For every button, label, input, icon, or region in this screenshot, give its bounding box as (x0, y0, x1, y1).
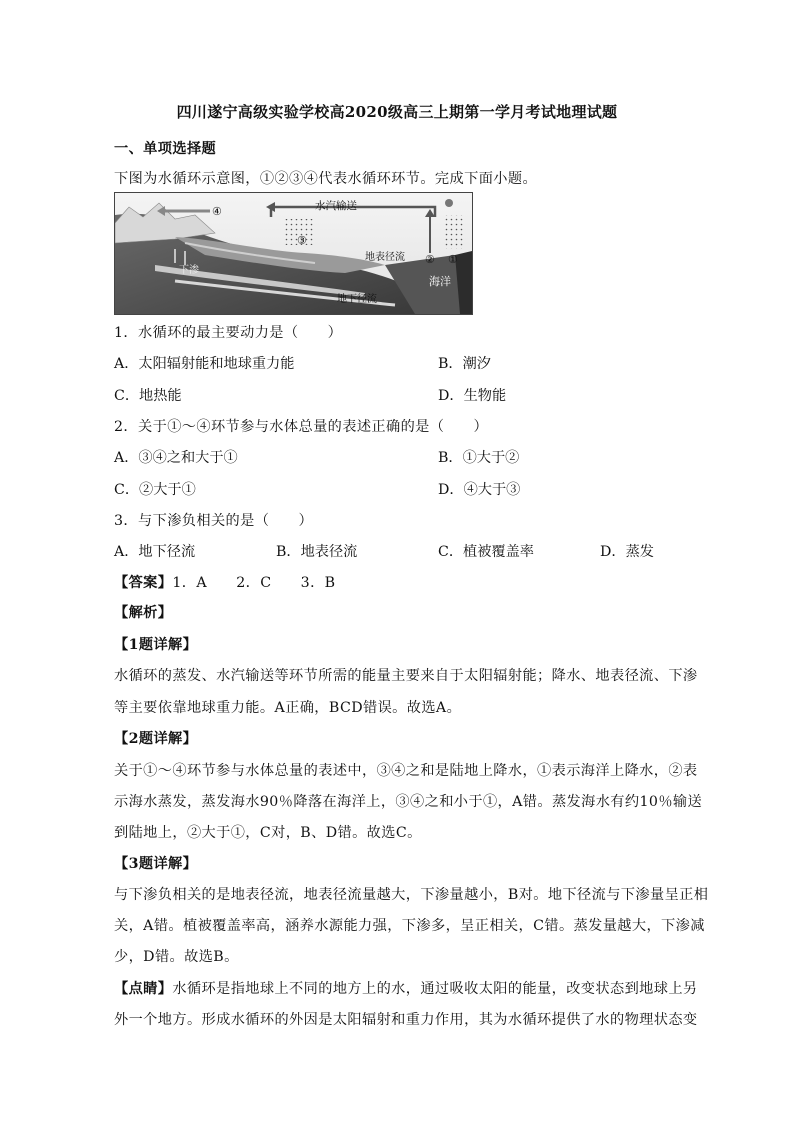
page-title: 四川遂宁高级实验学校高2020级高三上期第一学月考试地理试题 (176, 103, 618, 121)
note-text-1: 水循环是指地球上不同的地方上的水，通过吸收太阳的能量，改变状态到地球上另 (172, 981, 698, 997)
note-label: 【点睛】 (114, 981, 173, 997)
question-3-stem: 3．与下渗负相关的是（ ） (114, 513, 314, 529)
label-ocean: 海洋 (429, 275, 451, 288)
analysis-label: 【解析】 (114, 605, 173, 621)
detail-2-line-2: 示海水蒸发，蒸发海水90％降落在海洋上，③④之和小于①，A错。蒸发海水有约10％输送 (114, 794, 703, 810)
answer-text: 1．A 2．C 3．B (172, 575, 336, 591)
note-line-2: 外一个地方。形成水循环的外因是太阳辐射和重力作用，其为水循环提供了水的物理状态变 (114, 1012, 698, 1028)
question-1-option-d: D．生物能 (438, 388, 507, 404)
question-2-option-c: C．②大于① (114, 482, 196, 498)
question-2-option-a: A．③④之和大于① (114, 450, 238, 466)
label-vapor-transport: 水汽输送 (315, 200, 357, 212)
detail-1-line-2: 等主要依靠地球重力能。A正确，BCD错误。故选A。 (114, 700, 462, 716)
question-intro: 下图为水循环示意图，①②③④代表水循环环节。完成下面小题。 (114, 171, 538, 187)
answer-line (114, 572, 335, 592)
question-1-stem: 1．水循环的最主要动力是（ ） (114, 325, 343, 341)
question-3-option-d: D．蒸发 (600, 544, 654, 560)
detail-2-line-3: 到陆地上，②大于①，C对，B、D错。故选C。 (114, 825, 422, 841)
detail-3-label: 【3题详解】 (114, 856, 198, 872)
label-surface-runoff: 地表径流 (365, 252, 405, 263)
question-1-option-a: A．太阳辐射能和地球重力能 (114, 356, 295, 372)
question-2-stem: 2．关于①～④环节参与水体总量的表述正确的是（ ） (114, 419, 489, 435)
label-circle-2: ② (425, 253, 435, 266)
detail-3-line-2: 关，A错。植被覆盖率高，涵养水源能力强，下渗多，呈正相关，C错。蒸发量越大，下渗减 (114, 918, 705, 934)
answer-label: 【答案】 (114, 575, 173, 591)
label-circle-1: ① (448, 253, 458, 266)
label-circle-4: ④ (212, 205, 222, 218)
detail-1-label: 【1题详解】 (114, 637, 198, 653)
detail-3-line-3: 少，D错。故选B。 (114, 949, 239, 965)
question-3-option-c: C．植被覆盖率 (438, 544, 534, 560)
detail-1-line-1: 水循环的蒸发、水汽输送等环节所需的能量主要来自于太阳辐射能；降水、地表径流、下渗 (114, 668, 698, 684)
water-cycle-diagram (115, 193, 472, 314)
question-1-option-b: B．潮汐 (438, 356, 491, 372)
question-1-option-c: C．地热能 (114, 388, 182, 404)
question-2-option-b: B．①大于② (438, 450, 520, 466)
question-3-option-b: B．地表径流 (276, 544, 358, 560)
question-2-option-d: D．④大于③ (438, 482, 521, 498)
label-infiltration: 下渗 (179, 265, 199, 276)
note-line-1 (114, 978, 698, 998)
detail-2-label: 【2题详解】 (114, 731, 198, 747)
label-circle-3: ③ (297, 234, 307, 247)
question-3-option-a: A．地下径流 (114, 544, 196, 560)
detail-3-line-1: 与下渗负相关的是地表径流，地表径流量越大，下渗量越小，B对。地下径流与下渗量呈正相 (114, 887, 709, 903)
detail-2-line-1: 关于①～④环节参与水体总量的表述中，③④之和是陆地上降水，①表示海洋上降水，②表 (114, 763, 698, 779)
label-groundwater-runoff: 地下径流 (337, 294, 377, 305)
water-cycle-figure (114, 192, 473, 315)
section-heading: 一、单项选择题 (114, 141, 217, 157)
